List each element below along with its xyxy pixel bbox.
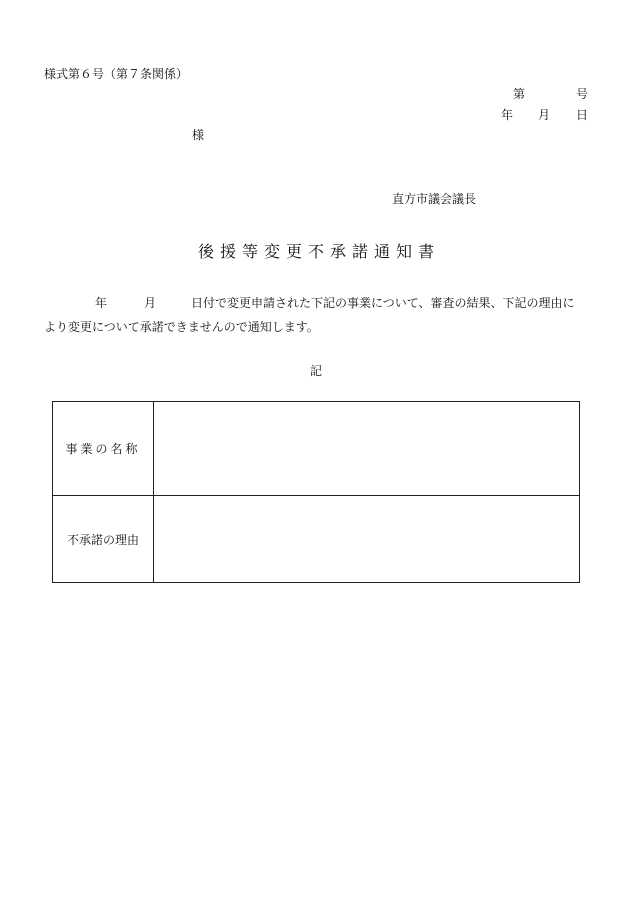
project-name-label: 事業の名称	[53, 402, 154, 496]
document-number-label: 第	[513, 87, 526, 101]
body-year-label: 年	[95, 296, 108, 310]
date-day-label: 日	[576, 108, 589, 122]
rejection-reason-label: 不承諾の理由	[53, 496, 154, 583]
body-line-1: 日付で変更申請された下記の事業について、審査の結果、下記の理由に	[191, 296, 575, 310]
sender-title: 直方市議会議長	[392, 192, 477, 206]
date-month-label: 月	[538, 108, 551, 122]
detail-table	[52, 401, 580, 583]
body-month-label: 月	[144, 296, 157, 310]
project-name-value[interactable]	[154, 402, 580, 496]
ki-heading: 記	[310, 364, 323, 378]
body-line-2: より変更について承諾できませんので通知します。	[44, 320, 319, 334]
table-row	[53, 496, 580, 583]
rejection-reason-value[interactable]	[154, 496, 580, 583]
document-number-suffix: 号	[576, 87, 589, 101]
date-year-label: 年	[501, 108, 514, 122]
addressee-honorific: 様	[192, 128, 205, 142]
table-row	[53, 402, 580, 496]
document-title: 後援等変更不承諾通知書	[198, 242, 441, 261]
form-number: 様式第６号（第７条関係）	[44, 67, 189, 81]
